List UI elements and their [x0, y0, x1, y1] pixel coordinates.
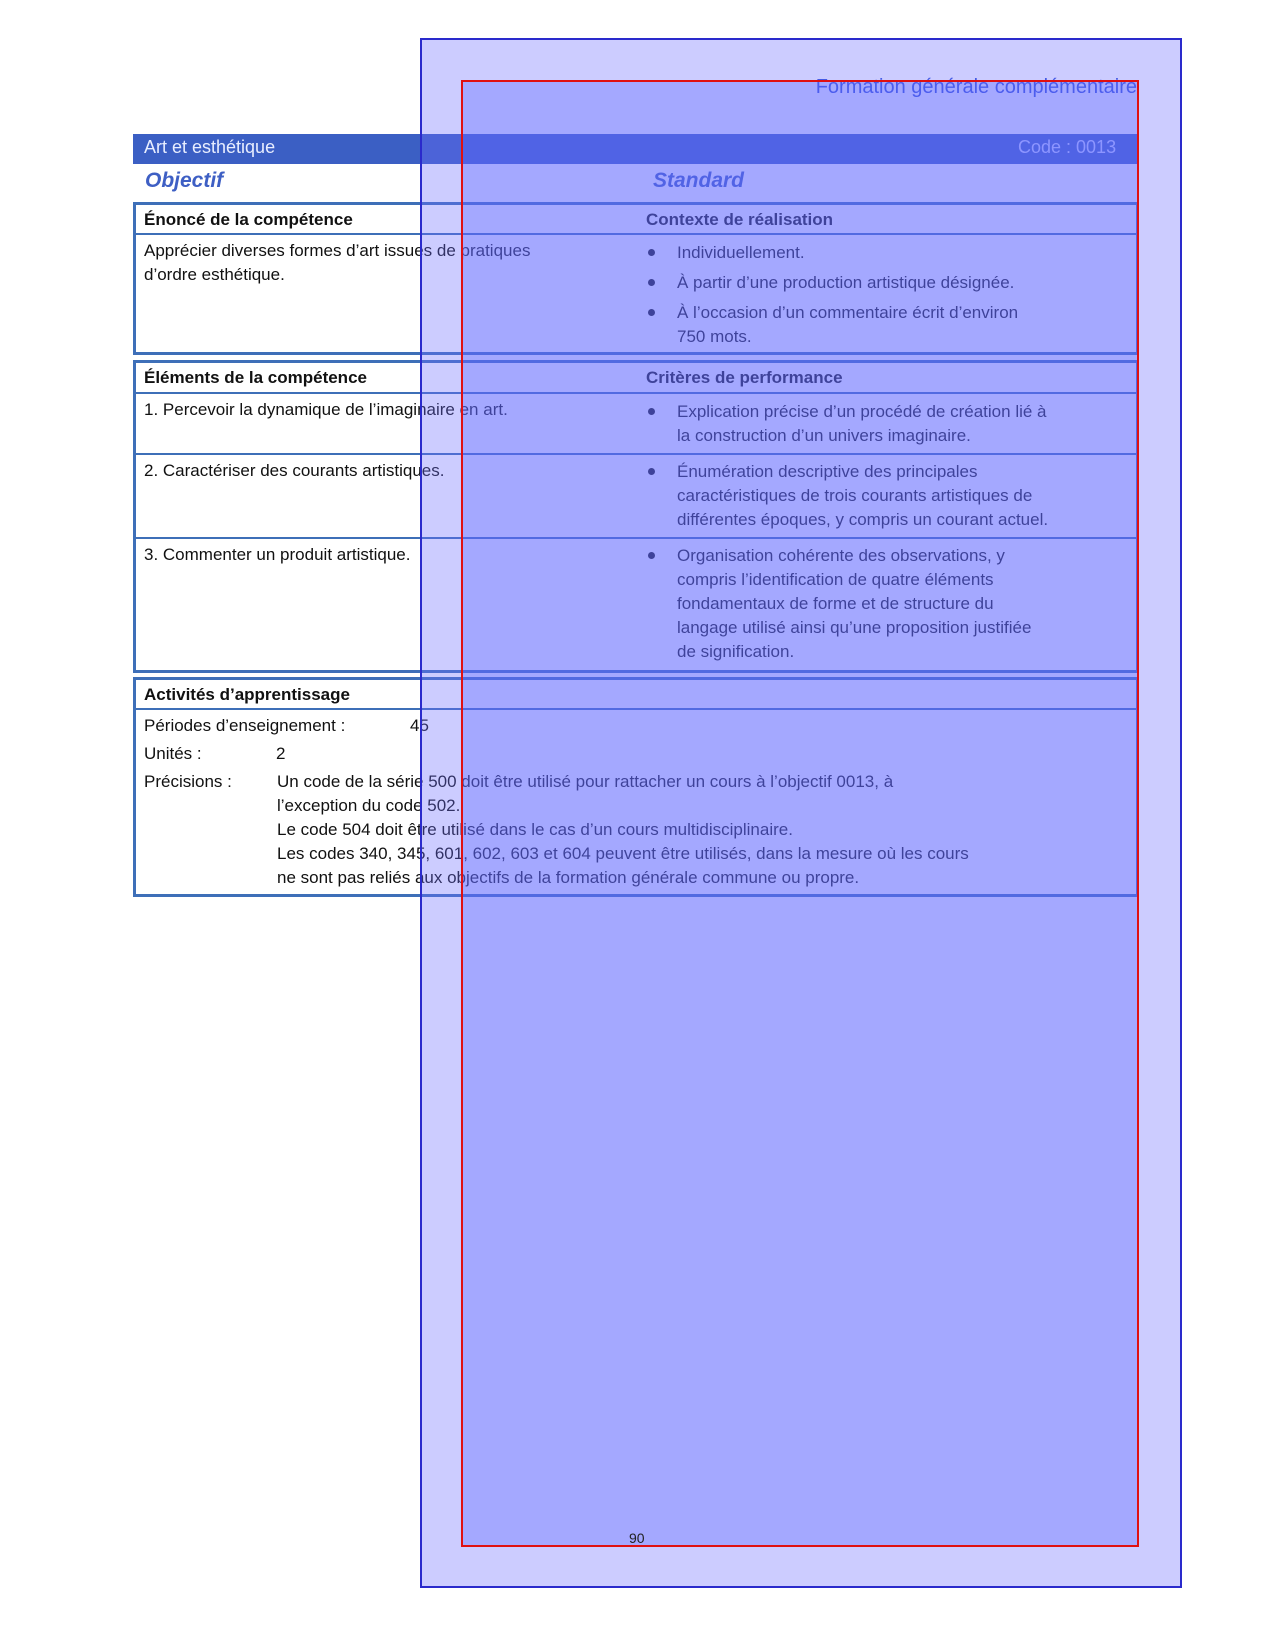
element-item: 3. Commenter un produit artistique.	[144, 545, 411, 564]
precisions-line: Le code 504 doit être utilisé dans le cas d’un cours multidisciplinaire.	[277, 820, 793, 839]
precisions-line: l’exception du code 502.	[277, 796, 461, 815]
units-label: Unités :	[144, 744, 202, 763]
objective-label: Objectif	[145, 169, 224, 192]
standard-label: Standard	[653, 169, 745, 192]
criteria-line: fondamentaux de forme et de structure du	[677, 594, 994, 613]
criteria-line: Organisation cohérente des observations, y	[677, 546, 1005, 565]
context-item: À partir d’une production artistique désignée.	[677, 273, 1015, 292]
course-code: Code : 0013	[1018, 137, 1117, 157]
activities-heading: Activités d’apprentissage	[144, 685, 350, 704]
course-title: Art et esthétique	[144, 137, 276, 157]
criteria-line: Énumération descriptive des principales	[677, 462, 978, 481]
context-item-continued: 750 mots.	[677, 327, 752, 346]
criteria-line: langage utilisé ainsi qu’une proposition justifiée	[677, 618, 1032, 637]
competence-statement-line: Apprécier diverses formes d’art issues de pratiques	[144, 241, 531, 260]
running-header: Formation générale complémentaire	[815, 76, 1137, 98]
criteria-line: la construction d’un univers imaginaire.	[677, 426, 971, 445]
criteria-line: Explication précise d’un procédé de création lié à	[677, 402, 1047, 421]
element-item: 2. Caractériser des courants artistiques.	[144, 461, 445, 480]
periods-label: Périodes d’enseignement :	[144, 716, 346, 735]
page-number: 90	[629, 1530, 645, 1546]
context-item: À l’occasion d’un commentaire écrit d’environ	[677, 303, 1019, 322]
criteria-line: caractéristiques de trois courants artistiques de	[677, 486, 1033, 505]
criteria-line: compris l’identification de quatre éléments	[677, 570, 994, 589]
competence-statement-line: d’ordre esthétique.	[144, 265, 285, 284]
criteria-heading: Critères de performance	[646, 368, 843, 387]
elements-heading: Éléments de la compétence	[144, 368, 367, 387]
element-item: 1. Percevoir la dynamique de l’imaginaire en art.	[144, 400, 508, 419]
units-value: 2	[276, 744, 286, 763]
context-heading: Contexte de réalisation	[646, 210, 834, 229]
precisions-label: Précisions :	[144, 772, 232, 791]
inner-overlay-region	[461, 80, 1139, 1547]
precisions-line: ne sont pas reliés aux objectifs de la formation générale commune ou propre.	[277, 868, 860, 887]
precisions-line: Un code de la série 500 doit être utilisé pour rattacher un cours à l’objectif 0013, à	[277, 772, 894, 791]
competence-heading: Énoncé de la compétence	[144, 210, 353, 229]
periods-value: 45	[410, 716, 429, 735]
criteria-line: de signification.	[677, 642, 795, 661]
precisions-line: Les codes 340, 345, 601, 602, 603 et 604 peuvent être utilisés, dans la mesure où les cours	[277, 844, 969, 863]
criteria-line: différentes époques, y compris un courant actuel.	[677, 510, 1049, 529]
context-item: Individuellement.	[677, 243, 805, 262]
